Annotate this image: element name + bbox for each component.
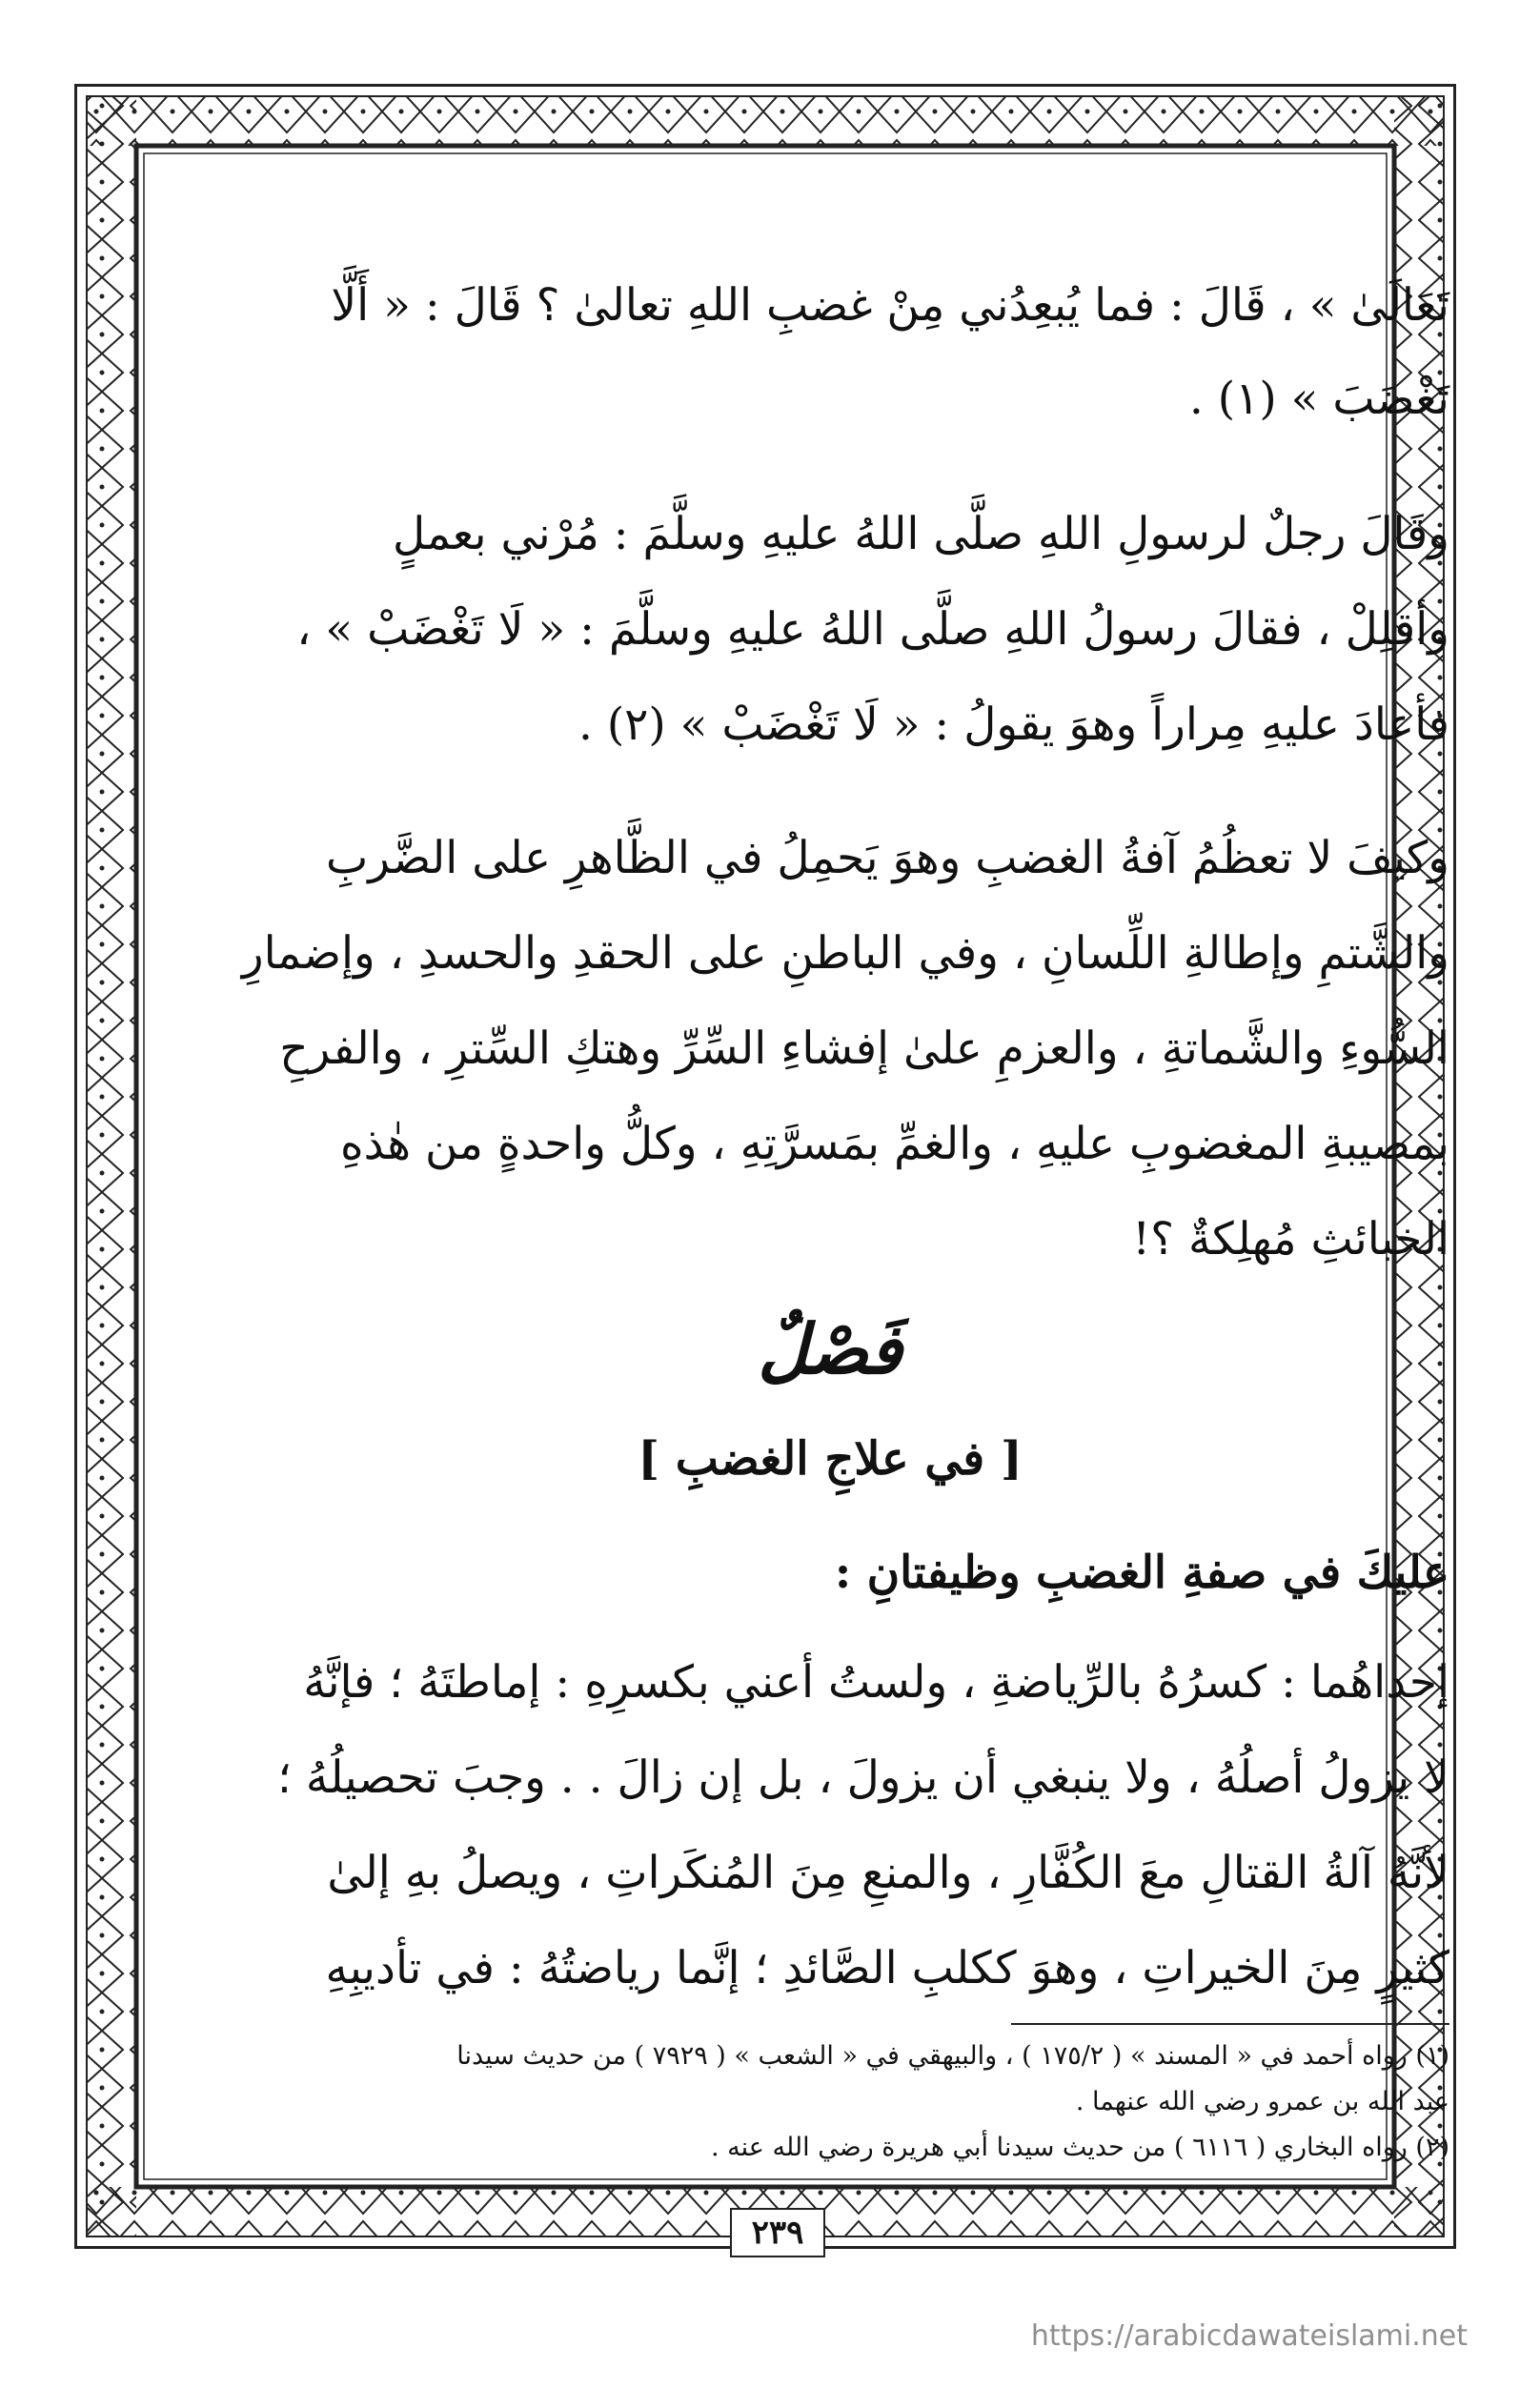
text-line: عليكَ في صفةِ الغضبِ وظيفتانِ :	[834, 1547, 1449, 1599]
text-line: والشَّتمِ وإطالةِ اللِّسانِ ، وفي الباطنِ على الحقدِ والحسدِ ، وإضمارِ	[241, 927, 1449, 980]
page-content	[211, 182, 1449, 2162]
footnote: (١) رواه أحمد في « المسند » ( ١٧٥/٢ ) ، والبيهقي في « الشعب » ( ٧٩٢٩ ) من حديث سيدنا	[456, 2041, 1449, 2071]
text-line: لا يزولُ أصلُهُ ، ولا ينبغي أن يزولَ ، بل إن زالَ . . وجبَ تحصيلُهُ ؛	[277, 1751, 1449, 1804]
text-line: فأعادَ عليهِ مِراراً وهوَ يقولُ : « لَا تَغْضَبْ » (٢) .	[578, 698, 1449, 751]
text-line: بمصيبةِ المغضوبِ عليهِ ، والغمِّ بمَسرَّتِهِ ، وكلُّ واحدةٍ من هٰذهِ	[339, 1118, 1449, 1170]
text-line: لأنَّهُ آلةُ القتالِ معَ الكُفَّارِ ، والمنعِ مِنَ المُنكَراتِ ، ويصلُ بهِ إلىٰ	[327, 1847, 1449, 1899]
footnote-divider	[1011, 2023, 1449, 2025]
text-line: وكيفَ لا تعظُمُ آفةُ الغضبِ وهوَ يَحمِلُ في الظَّاهرِ على الضَّربِ	[325, 832, 1449, 884]
watermark-url: https://arabicdawateislami.net	[1030, 2319, 1468, 2353]
footnote: عبد الله بن عمرو رضي الله عنهما .	[1075, 2087, 1449, 2116]
section-ornament: فَصْلٌ	[758, 1308, 902, 1389]
footnote: (٢) رواه البخاري ( ٦١١٦ ) من حديث سيدنا أبي هريرة رضي الله عنه .	[711, 2133, 1449, 2162]
text-line: كثيرٍ مِنَ الخيراتِ ، وهوَ ككلبِ الصَّائدِ ؛ إنَّما رياضتُهُ : في تأديبِهِ	[325, 1942, 1449, 1994]
text-line: وأقلِلْ ، فقالَ رسولُ اللهِ صلَّى اللهُ عليهِ وسلَّمَ : « لَا تَغْضَبْ » ،	[296, 603, 1449, 656]
text-line: تَعَالَىٰ » ، قَالَ : فما يُبعِدُني مِنْ غضبِ اللهِ تعالىٰ ؟ قَالَ : « أَلَّا	[331, 279, 1449, 332]
text-line: الخبائثِ مُهلِكةٌ ؟!	[1132, 1213, 1449, 1265]
text-line: تَغْضَبَ » (١) .	[1188, 373, 1449, 425]
page-number: ٢٣٩	[730, 2208, 825, 2257]
text-line: وقَالَ رجلٌ لرسولِ اللهِ صلَّى اللهُ عليهِ وسلَّمَ : مُرْني بعملٍ	[393, 508, 1449, 560]
page-frame	[74, 84, 1456, 2252]
text-line: السُّوءِ والشَّماتةِ ، والعزمِ علىٰ إفشاءِ السِّرِّ وهتكِ السِّترِ ، والفرحِ	[279, 1022, 1449, 1075]
text-line: إحداهُما : كسرُهُ بالرِّياضةِ ، ولستُ أعني بكسرِهِ : إماطتَهُ ؛ فإنَّهُ	[303, 1656, 1449, 1709]
section-title: [ في علاجِ الغضبِ ]	[638, 1432, 1023, 1486]
